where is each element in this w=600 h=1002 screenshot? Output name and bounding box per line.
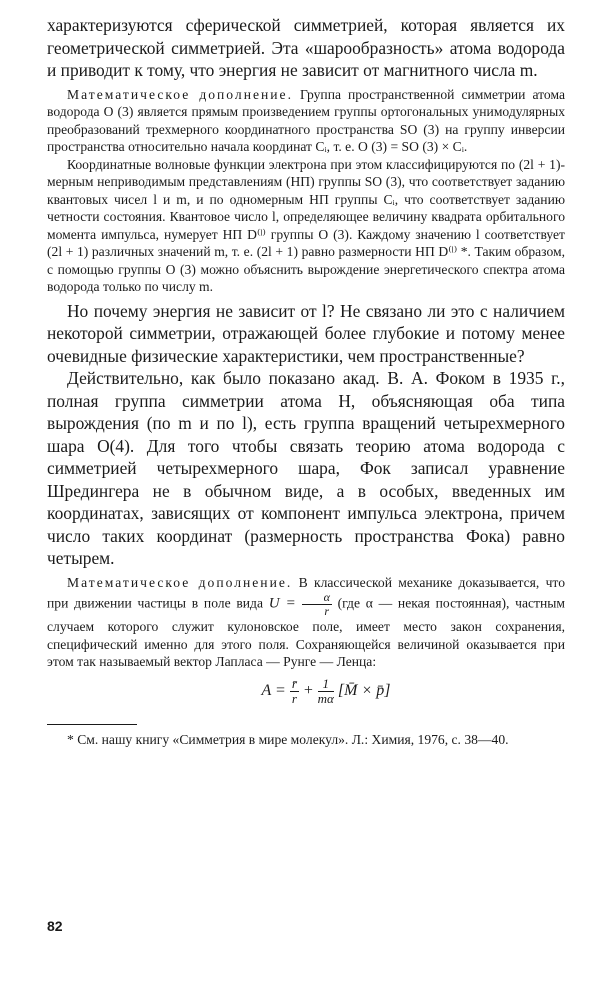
page-number: 82 [47,918,63,934]
formula-plus: + [302,681,314,699]
page-content [47,14,565,748]
formula-fraction-2 [318,677,334,706]
math-supplement-text-a: В классической механике доказывается, что при движении частицы в поле вида [47,574,565,611]
math-supplement-2: Координатные волновые функции электрона при этом классифицируются по (2l + 1)-мерным неприводимым представлениям (НП) группы SO (3), что соответствует заданию квантовых чисел l и m, и по одномерным НП группы Cᵢ, что соответствует заданию четности состояния. Квантовое число l, определяющее величину квадрата орбитального момента импульса, нумерует НП D⁽ˡ⁾ группы O (3). Каждому значению l соответствует (2l + 1) различных значений m, т. е. (2l + 1) равно размерности НП D⁽ˡ⁾ *. Таким образом, с помощью группы O (3) можно объяснить вырождение энергетического спектра атома водорода только по числу m. [47,156,565,294]
potential-fraction [302,591,332,618]
footnote: * См. нашу книгу «Симметрия в мире молекул». Л.: Химия, 1976, с. 38—40. [67,731,509,747]
math-supplement-text-b: (где α — некая постоянная), частным случаем которого служит кулоновское поле, имеет место закон сохранения, специфический именно для этого поля. Сохраняющейся величиной оказывается при этом так называемый вектор Лапласа — Рунге — Ленца: [47,595,566,669]
formula-fraction-1 [290,677,299,706]
math-supplement-lead: Математическое дополнение. [67,86,293,102]
formula-f1-den: r [291,690,297,706]
paragraph-question: Но почему энергия не зависит от l? Не связано ли это с наличием некоторой симметрии, отражающей более глубокие и потому менее очевидные физические характеристики, чем пространственные? [47,300,565,366]
footnote-divider [47,724,137,725]
math-supplement-1 [47,86,565,156]
formula-f1-num: r̄ [291,675,297,691]
formula-f2-den: mα [317,690,334,706]
potential-numerator: α [302,591,332,605]
potential-denominator: r [324,604,330,618]
math-supplement-lead-2: Математическое дополнение. [67,574,293,590]
math-supplement-body: Группа пространственной симметрии атома водорода O (3) является прямым произведением группы ортогональных унимодулярных преобразований трехмерного координатного пространства SO (3) на группу инверсии пространства относительно начала координат Cᵢ, т. е. O (3) = SO (3) × Cᵢ. [47,86,565,154]
math-supplement-3 [47,574,565,671]
potential-symbol: U = [268,595,296,612]
lrl-vector-formula [87,677,565,706]
paragraph-intro: характеризуются сферической симметрией, которая является их геометрической симметрией. Эта «шарообразность» атома водорода и приводит к тому, что энергия не зависит от магнитного числа m. [47,15,565,80]
formula-lhs: A = [261,681,286,699]
formula-f2-num: 1 [318,677,334,692]
formula-bracket: [M̄ × p̄] [337,681,391,699]
paragraph-fock: Действительно, как было показано акад. В. А. Фоком в 1935 г., полная группа симметрии атома H, объясняющая оба типа вырождения (по m и по l), есть группа вращений четырехмерного шара O(4). Для того чтобы связать теорию атома водорода с симметрией четырехмерного шара, Фок записал уравнение Шредингера не в обычном виде, а в особых, введенных им координатах, зависящих от компонент импульса электрона, причем число таких координат (размерность пространства Фока) равно четырем. [47,368,565,568]
